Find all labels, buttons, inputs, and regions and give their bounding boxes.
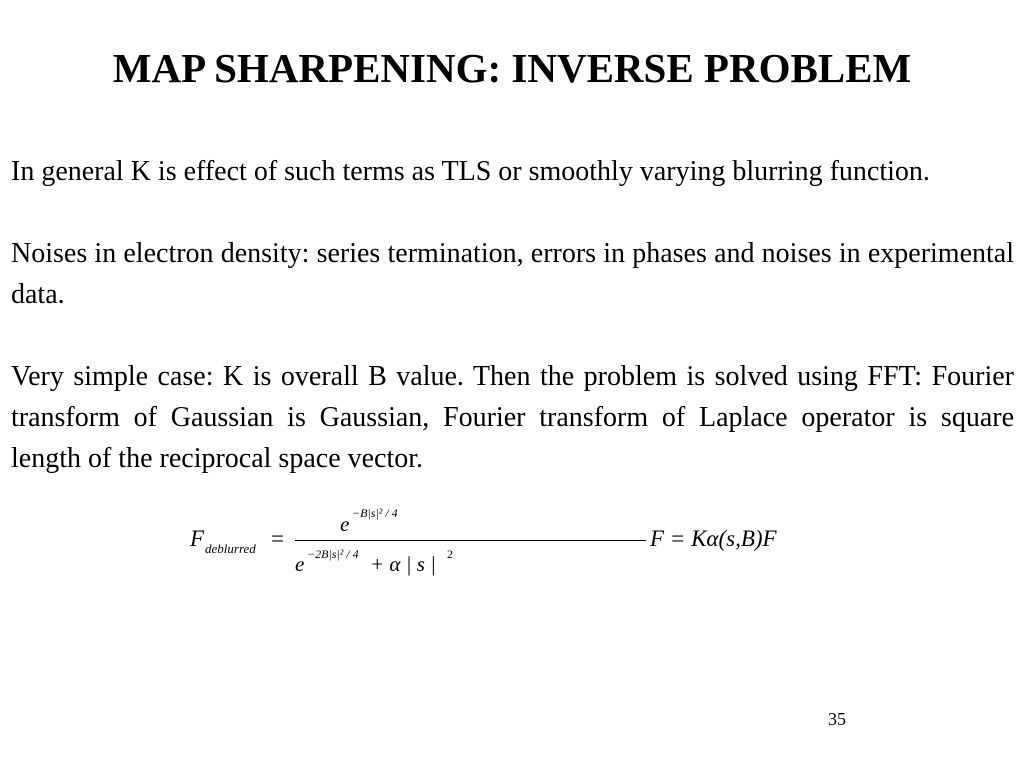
deblurring-equation [190, 500, 777, 590]
slide-title: MAP SHARPENING: INVERSE PROBLEM [112, 45, 912, 91]
equation-equals-sign: = [271, 526, 284, 551]
numerator-exponent: −B|s|² / 4 [352, 506, 398, 520]
denominator-power: 2 [447, 547, 453, 561]
equation-rhs: F = Kα(s,B)F [650, 526, 777, 551]
page-number: 35 [828, 709, 846, 729]
denominator-rest: + α | s | [370, 552, 436, 576]
paragraph-simple-case: Very simple case: K is overall B value. Then the problem is solved using FFT: Fourier transform of Gaussian is Gaussian, Fourier transform of Laplace operator is square length of the reciprocal space vector. [11, 361, 1014, 474]
numerator-base: e [340, 512, 350, 536]
fraction-line [295, 540, 646, 541]
denominator-exponent: −2B|s|² / 4 [307, 547, 359, 561]
equation-lhs: F [190, 526, 205, 551]
equation-lhs-subscript: deblurred [205, 541, 256, 556]
paragraph-noises: Noises in electron density: series termination, errors in phases and noises in experimental data. [11, 238, 1014, 310]
paragraph-tls: In general K is effect of such terms as TLS or smoothly varying blurring function. [11, 156, 930, 187]
denominator-base: e [295, 552, 305, 576]
